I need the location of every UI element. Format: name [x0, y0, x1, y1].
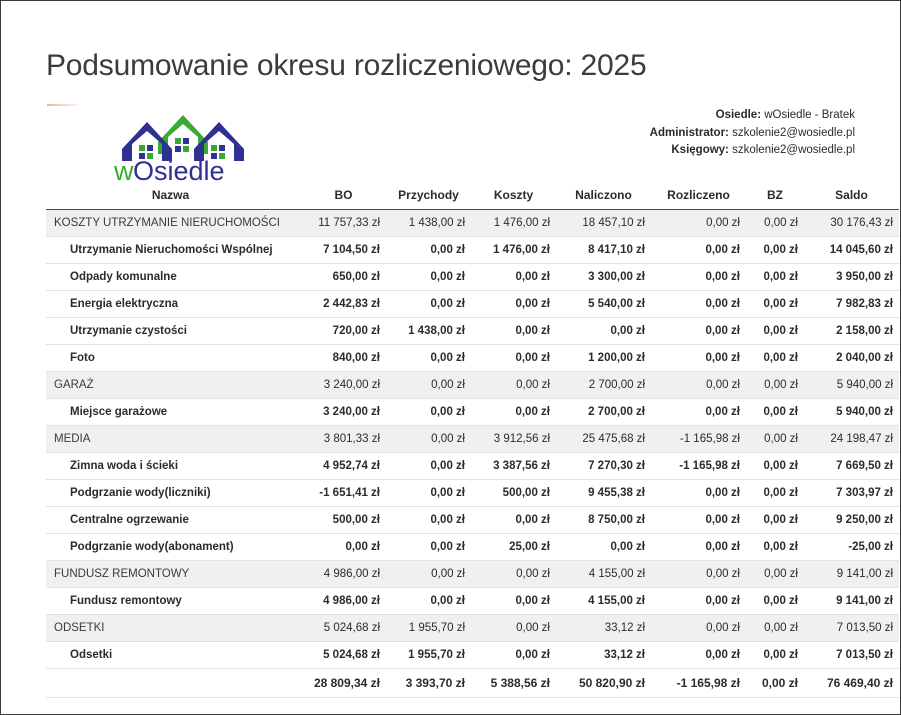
cell-naliczono: 2 700,00 zł	[556, 372, 651, 399]
cell-naliczono: 5 540,00 zł	[556, 291, 651, 318]
cell-nazwa: Energia elektryczna	[46, 291, 301, 318]
cell-rozliczeno: 0,00 zł	[651, 588, 746, 615]
cell-bo: 650,00 zł	[301, 264, 386, 291]
cell-bo: 500,00 zł	[301, 507, 386, 534]
cell-saldo: 5 940,00 zł	[804, 399, 899, 426]
cell-rozliczeno: 0,00 zł	[651, 345, 746, 372]
cell-bz: 0,00 zł	[746, 237, 804, 264]
cell-bo: 28 809,34 zł	[301, 669, 386, 698]
cell-bo: -1 651,41 zł	[301, 480, 386, 507]
summary-table	[46, 185, 899, 698]
cell-nazwa: Utrzymanie Nieruchomości Wspólnej	[46, 237, 301, 264]
cell-saldo: 7 982,83 zł	[804, 291, 899, 318]
cell-nazwa: Fundusz remontowy	[46, 588, 301, 615]
table-row	[46, 318, 899, 345]
cell-nazwa: Miejsce garażowe	[46, 399, 301, 426]
column-header-bz: BZ	[746, 185, 804, 210]
cell-koszty: 0,00 zł	[471, 372, 556, 399]
cell-przychody: 0,00 zł	[386, 264, 471, 291]
cell-bz: 0,00 zł	[746, 345, 804, 372]
logo-graphic	[114, 107, 254, 183]
cell-naliczono: 0,00 zł	[556, 534, 651, 561]
cell-saldo: 7 013,50 zł	[804, 615, 899, 642]
table-group-row	[46, 210, 899, 237]
table-total-row	[46, 669, 899, 698]
cell-koszty: 0,00 zł	[471, 291, 556, 318]
meta-estate-value: wOsiedle - Bratek	[764, 109, 855, 121]
cell-naliczono: 50 820,90 zł	[556, 669, 651, 698]
cell-nazwa: Odpady komunalne	[46, 264, 301, 291]
summary-table-container	[46, 185, 893, 698]
table-group-row	[46, 426, 899, 453]
cell-naliczono: 3 300,00 zł	[556, 264, 651, 291]
cell-bo: 5 024,68 zł	[301, 642, 386, 669]
cell-rozliczeno: 0,00 zł	[651, 264, 746, 291]
cell-naliczono: 9 455,38 zł	[556, 480, 651, 507]
cell-saldo: 2 158,00 zł	[804, 318, 899, 345]
cell-naliczono: 33,12 zł	[556, 642, 651, 669]
meta-administrator-value: szkolenie2@wosiedle.pl	[732, 126, 855, 139]
cell-nazwa: Podgrzanie wody(liczniki)	[46, 480, 301, 507]
cell-nazwa: MEDIA	[46, 426, 301, 453]
cell-przychody: 0,00 zł	[386, 453, 471, 480]
cell-bo: 0,00 zł	[301, 534, 386, 561]
cell-przychody: 0,00 zł	[386, 345, 471, 372]
cell-rozliczeno: 0,00 zł	[651, 318, 746, 345]
cell-saldo: 3 950,00 zł	[804, 264, 899, 291]
table-row	[46, 507, 899, 534]
cell-saldo: 7 013,50 zł	[804, 642, 899, 669]
cell-bz: 0,00 zł	[746, 426, 804, 453]
cell-koszty: 0,00 zł	[471, 642, 556, 669]
cell-nazwa: GARAŻ	[46, 372, 301, 399]
cell-bo: 11 757,33 zł	[301, 210, 386, 237]
cell-koszty: 0,00 zł	[471, 588, 556, 615]
cell-nazwa: Foto	[46, 345, 301, 372]
cell-koszty: 500,00 zł	[471, 480, 556, 507]
cell-bz: 0,00 zł	[746, 534, 804, 561]
cell-saldo: 7 303,97 zł	[804, 480, 899, 507]
table-row	[46, 237, 899, 264]
cell-koszty: 0,00 zł	[471, 507, 556, 534]
wosiedle-logo	[114, 107, 254, 183]
table-row	[46, 399, 899, 426]
cell-bz: 0,00 zł	[746, 507, 804, 534]
cell-nazwa	[46, 669, 301, 698]
cell-rozliczeno: 0,00 zł	[651, 615, 746, 642]
column-header-koszty: Koszty	[471, 185, 556, 210]
cell-bo: 4 986,00 zł	[301, 588, 386, 615]
meta-estate-label: Osiedle:	[715, 109, 762, 121]
cell-bo: 720,00 zł	[301, 318, 386, 345]
table-row	[46, 291, 899, 318]
cell-bz: 0,00 zł	[746, 642, 804, 669]
table-row	[46, 345, 899, 372]
cell-saldo: 9 141,00 zł	[804, 588, 899, 615]
cell-naliczono: 18 457,10 zł	[556, 210, 651, 237]
cell-naliczono: 2 700,00 zł	[556, 399, 651, 426]
meta-administrator-label: Administrator:	[649, 126, 729, 139]
cell-rozliczeno: 0,00 zł	[651, 480, 746, 507]
cell-bz: 0,00 zł	[746, 615, 804, 642]
cell-bz: 0,00 zł	[746, 372, 804, 399]
cell-rozliczeno: -1 165,98 zł	[651, 426, 746, 453]
cell-naliczono: 4 155,00 zł	[556, 561, 651, 588]
cell-bz: 0,00 zł	[746, 669, 804, 698]
report-meta	[650, 107, 855, 160]
cell-przychody: 0,00 zł	[386, 588, 471, 615]
cell-rozliczeno: 0,00 zł	[651, 507, 746, 534]
cell-koszty: 3 387,56 zł	[471, 453, 556, 480]
table-header-row	[46, 185, 899, 210]
logo-text-osiedle: Osiedle	[133, 156, 225, 183]
cell-bz: 0,00 zł	[746, 399, 804, 426]
cell-koszty: 0,00 zł	[471, 615, 556, 642]
cell-nazwa: Utrzymanie czystości	[46, 318, 301, 345]
cell-rozliczeno: 0,00 zł	[651, 561, 746, 588]
cell-saldo: 2 040,00 zł	[804, 345, 899, 372]
column-header-bo: BO	[301, 185, 386, 210]
cell-bo: 4 952,74 zł	[301, 453, 386, 480]
table-group-row	[46, 561, 899, 588]
cell-saldo: 5 940,00 zł	[804, 372, 899, 399]
cell-koszty: 0,00 zł	[471, 318, 556, 345]
column-header-przychody: Przychody	[386, 185, 471, 210]
cell-naliczono: 0,00 zł	[556, 318, 651, 345]
cell-saldo: 30 176,43 zł	[804, 210, 899, 237]
cell-nazwa: FUNDUSZ REMONTOWY	[46, 561, 301, 588]
cell-bo: 2 442,83 zł	[301, 291, 386, 318]
meta-accountant-label: Księgowy:	[671, 144, 729, 156]
cell-koszty: 0,00 zł	[471, 345, 556, 372]
cell-przychody: 1 955,70 zł	[386, 642, 471, 669]
cell-nazwa: Podgrzanie wody(abonament)	[46, 534, 301, 561]
column-header-naliczono: Naliczono	[556, 185, 651, 210]
cell-rozliczeno: -1 165,98 zł	[651, 669, 746, 698]
table-row	[46, 264, 899, 291]
cell-koszty: 3 912,56 zł	[471, 426, 556, 453]
cell-saldo: 9 250,00 zł	[804, 507, 899, 534]
cell-bo: 3 801,33 zł	[301, 426, 386, 453]
table-row	[46, 642, 899, 669]
cell-bz: 0,00 zł	[746, 291, 804, 318]
cell-saldo: 14 045,60 zł	[804, 237, 899, 264]
cell-nazwa: Zimna woda i ścieki	[46, 453, 301, 480]
table-row	[46, 453, 899, 480]
cell-rozliczeno: 0,00 zł	[651, 534, 746, 561]
cell-bo: 3 240,00 zł	[301, 399, 386, 426]
cell-przychody: 0,00 zł	[386, 372, 471, 399]
cell-nazwa: Odsetki	[46, 642, 301, 669]
cell-przychody: 0,00 zł	[386, 480, 471, 507]
cell-przychody: 1 955,70 zł	[386, 615, 471, 642]
cell-przychody: 0,00 zł	[386, 237, 471, 264]
table-group-row	[46, 615, 899, 642]
cell-bz: 0,00 zł	[746, 264, 804, 291]
cell-bo: 840,00 zł	[301, 345, 386, 372]
cell-rozliczeno: 0,00 zł	[651, 399, 746, 426]
cell-koszty: 5 388,56 zł	[471, 669, 556, 698]
cell-rozliczeno: 0,00 zł	[651, 372, 746, 399]
column-header-rozliczeno: Rozliczeno	[651, 185, 746, 210]
cell-rozliczeno: 0,00 zł	[651, 642, 746, 669]
cell-saldo: 24 198,47 zł	[804, 426, 899, 453]
cell-bo: 3 240,00 zł	[301, 372, 386, 399]
cell-przychody: 1 438,00 zł	[386, 210, 471, 237]
cell-saldo: 76 469,40 zł	[804, 669, 899, 698]
cell-naliczono: 33,12 zł	[556, 615, 651, 642]
cell-bo: 7 104,50 zł	[301, 237, 386, 264]
cell-przychody: 0,00 zł	[386, 426, 471, 453]
table-row	[46, 480, 899, 507]
cell-bz: 0,00 zł	[746, 480, 804, 507]
cell-koszty: 0,00 zł	[471, 399, 556, 426]
cell-bz: 0,00 zł	[746, 561, 804, 588]
cell-przychody: 0,00 zł	[386, 561, 471, 588]
meta-estate	[650, 107, 855, 125]
page-title: Podsumowanie okresu rozliczeniowego: 2025	[46, 49, 647, 82]
cell-koszty: 1 476,00 zł	[471, 210, 556, 237]
table-row	[46, 588, 899, 615]
cell-bo: 4 986,00 zł	[301, 561, 386, 588]
cell-koszty: 1 476,00 zł	[471, 237, 556, 264]
cell-naliczono: 7 270,30 zł	[556, 453, 651, 480]
page-content	[46, 1, 893, 714]
cell-bz: 0,00 zł	[746, 588, 804, 615]
meta-accountant-value: szkolenie2@wosiedle.pl	[732, 144, 855, 156]
cell-bo: 5 024,68 zł	[301, 615, 386, 642]
cell-naliczono: 4 155,00 zł	[556, 588, 651, 615]
cell-naliczono: 8 417,10 zł	[556, 237, 651, 264]
meta-accountant	[650, 142, 855, 160]
summary-table-body	[46, 210, 899, 698]
cell-koszty: 25,00 zł	[471, 534, 556, 561]
meta-administrator	[650, 125, 855, 143]
cell-przychody: 0,00 zł	[386, 507, 471, 534]
cell-naliczono: 25 475,68 zł	[556, 426, 651, 453]
cell-nazwa: ODSETKI	[46, 615, 301, 642]
cell-naliczono: 8 750,00 zł	[556, 507, 651, 534]
column-header-nazwa: Nazwa	[46, 185, 301, 210]
summary-table-head	[46, 185, 899, 210]
column-header-saldo: Saldo	[804, 185, 899, 210]
cell-rozliczeno: 0,00 zł	[651, 291, 746, 318]
cell-bz: 0,00 zł	[746, 453, 804, 480]
cell-naliczono: 1 200,00 zł	[556, 345, 651, 372]
logo-text-w: w	[114, 156, 134, 183]
cell-saldo: 9 141,00 zł	[804, 561, 899, 588]
cell-rozliczeno: 0,00 zł	[651, 237, 746, 264]
cell-saldo: 7 669,50 zł	[804, 453, 899, 480]
table-group-row	[46, 372, 899, 399]
cell-rozliczeno: -1 165,98 zł	[651, 453, 746, 480]
table-row	[46, 534, 899, 561]
cell-nazwa: Centralne ogrzewanie	[46, 507, 301, 534]
cell-przychody: 0,00 zł	[386, 291, 471, 318]
cell-przychody: 0,00 zł	[386, 399, 471, 426]
cell-saldo: -25,00 zł	[804, 534, 899, 561]
cell-przychody: 0,00 zł	[386, 534, 471, 561]
cell-nazwa: KOSZTY UTRZYMANIE NIERUCHOMOŚCI	[46, 210, 301, 237]
cell-bz: 0,00 zł	[746, 318, 804, 345]
cell-bz: 0,00 zł	[746, 210, 804, 237]
cell-rozliczeno: 0,00 zł	[651, 210, 746, 237]
cell-koszty: 0,00 zł	[471, 264, 556, 291]
cell-przychody: 3 393,70 zł	[386, 669, 471, 698]
cell-przychody: 1 438,00 zł	[386, 318, 471, 345]
cell-koszty: 0,00 zł	[471, 561, 556, 588]
title-underline-accent	[47, 104, 78, 106]
